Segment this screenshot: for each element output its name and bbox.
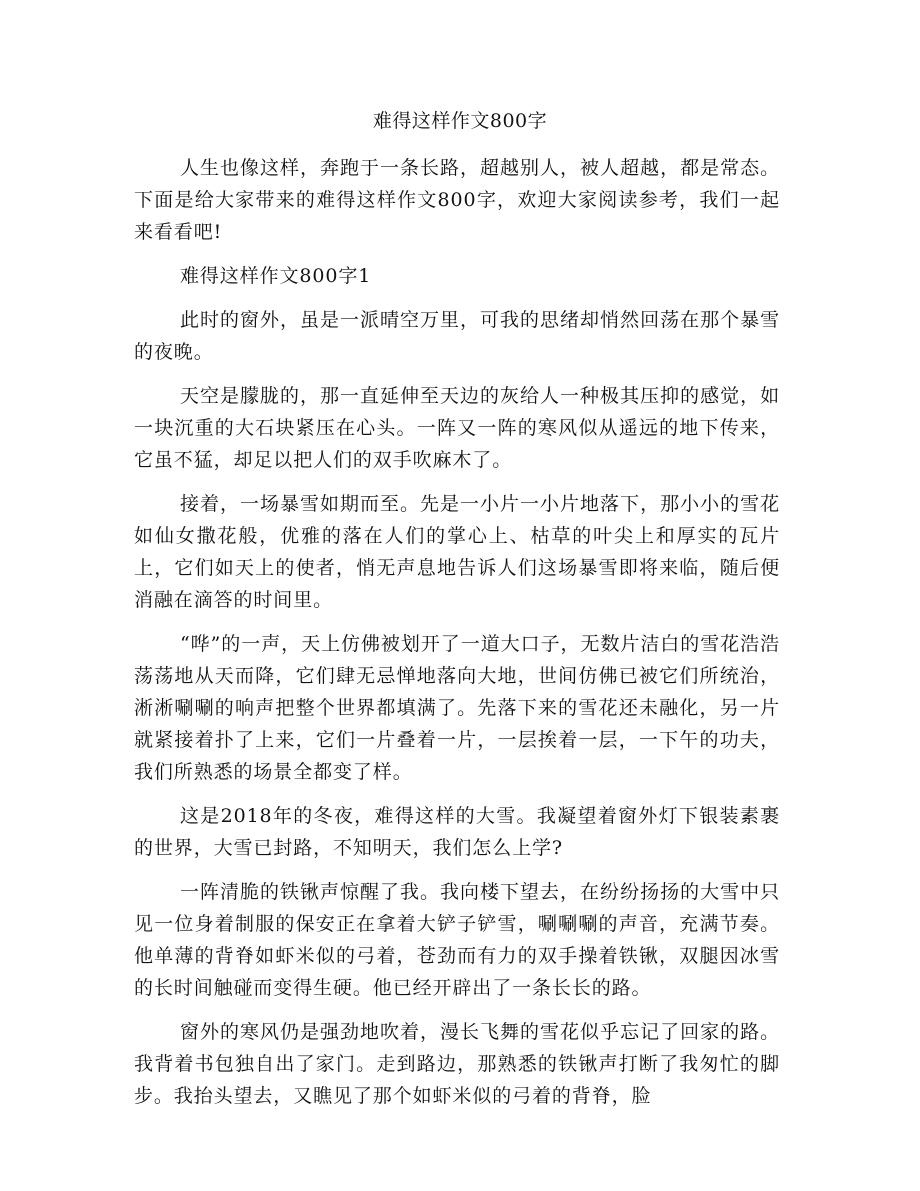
body-paragraph: 天空是朦胧的，那一直延伸至天边的灰给人一种极其压抑的感觉，如一块沉重的大石块紧压在心头。一阵又一阵的寒风似从遥远的地下传来，它虽不猛，却足以把人们的双手吹麻木了。	[134, 385, 780, 471]
body-paragraph: 窗外的寒风仍是强劲地吹着，漫长飞舞的雪花似乎忘记了回家的路。我背着书包独自出了家门。走到路边，那熟悉的铁锹声打断了我匆忙的脚步。我抬头望去，又瞧见了那个如虾米似的弓着的背脊，脸	[134, 1021, 780, 1107]
body-paragraph: 一阵清脆的铁锹声惊醒了我。我向楼下望去，在纷纷扬扬的大雪中只见一位身着制服的保安正在拿着大铲子铲雪，唰唰唰的声音，充满节奏。他单薄的背脊如虾米似的弓着，苍劲而有力的双手操着铁锹，双腿因冰雪的长时间触碰而变得生硬。他已经开辟出了一条长长的路。	[134, 881, 780, 999]
body-paragraph: 这是2018年的冬夜，难得这样的大雪。我凝望着窗外灯下银装素裹的世界，大雪已封路，不知明天，我们怎么上学?	[134, 805, 780, 859]
body-paragraph: 接着，一场暴雪如期而至。先是一小片一小片地落下，那小小的雪花如仙女撒花般，优雅的落在人们的掌心上、枯草的叶尖上和厚实的瓦片上，它们如天上的使者，悄无声息地告诉人们这场暴雪即将来临，随后便消融在滴答的时间里。	[134, 493, 780, 611]
body-paragraph: 此时的窗外，虽是一派晴空万里，可我的思绪却悄然回荡在那个暴雪的夜晚。	[134, 309, 780, 363]
body-paragraph: “哗”的一声，天上仿佛被划开了一道大口子，无数片洁白的雪花浩浩荡荡地从天而降，它们肆无忌惮地落向大地，世间仿佛已被它们所统治，淅淅唰唰的响声把整个世界都填满了。先落下来的雪花还未融化，另一片就紧接着扑了上来，它们一片叠着一片，一层挨着一层，一下午的功夫，我们所熟悉的场景全都变了样。	[134, 633, 780, 783]
intro-paragraph: 人生也像这样，奔跑于一条长路，超越别人，被人超越，都是常态。下面是给大家带来的难得这样作文800字，欢迎大家阅读参考，我们一起来看看吧!	[134, 157, 780, 243]
document-body	[134, 152, 780, 1124]
document-title: 难得这样作文800字	[372, 110, 548, 132]
section-heading: 难得这样作文800字1	[180, 265, 372, 287]
